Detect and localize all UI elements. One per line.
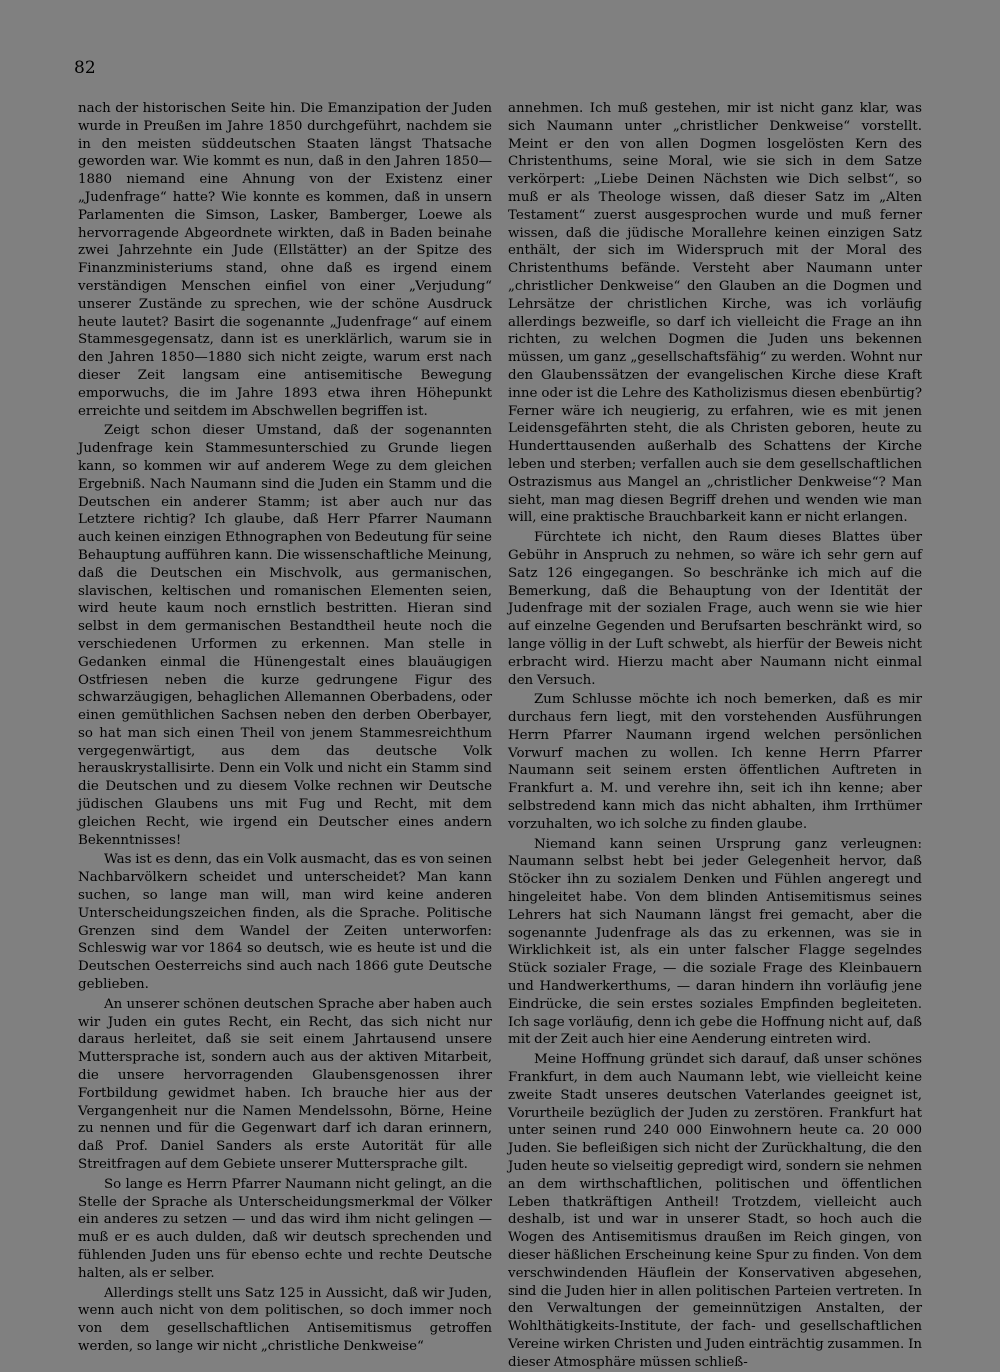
paragraph: Zum Schlusse möchte ich noch bemerken, daß es mir durchaus fern liegt, mit den vorstehenden Ausführungen Herrn Pfarrer Naumann irgend welchen persönlichen Vorwurf machen zu wollen. Ich kenne Herrn Pfarrer Naumann seit seinem ersten öffentlichen Auftreten in Frankfurt a. M. und verehre ihn, seit ich ihn kenne; aber selbstredend kann mich das nicht abhalten, ihm Irrthümer vorzuhalten, wo ich solche zu finden glaube. (508, 692, 922, 832)
paragraph: Zeigt schon dieser Umstand, daß der sogenannten Judenfrage kein Stammesunterschied zu Grunde liegen kann, so kommen wir auf anderem Wege zu dem gleichen Ergebniß. Nach Naumann sind die Juden ein Stamm und die Deutschen ein anderer Stamm; ist aber auch nur das Letztere richtig? Ich glaube, daß Herr Pfarrer Naumann auch keinen einzigen Ethnographen von Bedeutung für seine Behauptung aufführen kann. Die wissenschaftliche Meinung, daß die Deutschen ein Mischvolk, aus germanischen, slavischen, keltischen und romanischen Elementen seien, wird heute kaum noch ernstlich bestritten. Hieran sind selbst in dem germanischen Bestandtheil heute noch die verschiedenen Urformen zu erkennen. Man stelle in Gedanken einmal die Hünengestalt eines blauäugigen Ostfriesen neben die kurze gedrungene Figur des schwarzäugigen, behaglichen Allemannen Oberbadens, oder einen gemüthlichen Sachsen neben den derben Oberbayer, so hat man sich einen Theil von jenem Stammesreichthum vergegenwärtigt, aus dem das deutsche Volk herauskrystallisirte. Denn ein Volk und nicht ein Stamm sind die Deutschen und zu diesem Volke rechnen wir Deutsche jüdischen Glaubens uns mit Fug und Recht, mit dem gleichen Recht, wie irgend ein Deutscher eines andern Bekenntnisses! (78, 423, 492, 848)
paragraph: An unserer schönen deutschen Sprache aber haben auch wir Juden ein gutes Recht, ein Recht, das sich nicht nur daraus herleitet, daß sie seit einem Jahrtausend unsere Muttersprache ist, sondern auch aus der aktiven Mitarbeit, die unsere hervorragenden Glaubensgenossen ihrer Fortbildung gewidmet haben. Ich brauche hier aus der Vergangenheit nur die Namen Mendelssohn, Börne, Heine zu nennen und für die Gegenwart darf ich daran erinnern, daß Prof. Daniel Sanders als erste Autorität für alle Streitfragen auf dem Gebiete unserer Muttersprache gilt. (78, 996, 492, 1173)
left-column (78, 100, 492, 1356)
paragraph: annehmen. Ich muß gestehen, mir ist nicht ganz klar, was sich Naumann unter „christlicher Denkweise“ vorstellt. Meint er den von allen Dogmen losgelösten Kern des Christenthums, seine Moral, wie sie sich in dem Satze verkörpert: „Liebe Deinen Nächsten wie Dich selbst“, so muß er als Theologe wissen, daß dieser Satz im „Alten Testament“ zuerst ausgesprochen wurde und muß ferner wissen, daß die jüdische Morallehre keinen einzigen Satz enthält, der sich im Widerspruch mit der Moral des Christenthums befände. Versteht aber Naumann unter „christlicher Denkweise“ den Glauben an die Dogmen und Lehrsätze der christlichen Kirche, was ich vorläufig allerdings bezweifle, so darf ich vielleicht die Frage an ihn richten, zu welchen Dogmen die Juden uns bekennen müssen, um ganz „gesellschaftsfähig“ zu werden. Wohnt nur den Glaubenssätzen der evangelischen Kirche diese Kraft inne oder ist die Lehre des Katholizismus diesen ebenbürtig? Ferner wäre ich neugierig, zu erfahren, wie es mit jenen Leidensgefährten steht, die als Christen geboren, heute zu Hunderttausenden außerhalb des Schattens der Kirche leben und sterben; verfallen auch sie dem gesellschaftlichen Ostrazismus aus Mangel an „christlicher Denkweise“? Man sieht, man mag diesen Begriff drehen und wenden wie man will, eine praktische Brauchbarkeit kann er nicht erlangen. (508, 101, 922, 526)
right-column (508, 100, 922, 1372)
paragraph: Was ist es denn, das ein Volk ausmacht, das es von seinen Nachbarvölkern scheidet und unterscheidet? Man kann suchen, so lange man will, man wird keine anderen Unterscheidungszeichen finden, als die Sprache. Politische Grenzen sind dem Wandel der Zeiten unterworfen: Schleswig war vor 1864 so deutsch, wie es heute ist und die Deutschen Oesterreichs sind auch nach 1866 gute Deutsche geblieben. (78, 852, 492, 993)
paragraph: So lange es Herrn Pfarrer Naumann nicht gelingt, an die Stelle der Sprache als Unterscheidungsmerkmal der Völker ein anderes zu setzen — und das wird ihm nicht gelingen — muß er es auch dulden, daß wir deutsch sprechenden und fühlenden Juden uns für ebenso echte und rechte Deutsche halten, als er selber. (78, 1176, 492, 1281)
page-number: 82 (74, 58, 96, 78)
paragraph: Allerdings stellt uns Satz 125 in Aussicht, daß wir Juden, wenn auch nicht von dem politischen, so doch immer noch von dem gesellschaftlichen Antisemitismus getroffen werden, so lange wir nicht „christliche Denkweise“ (78, 1285, 492, 1354)
paragraph: nach der historischen Seite hin. Die Emanzipation der Juden wurde in Preußen im Jahre 1850 durchgeführt, nachdem sie in den meisten süddeutschen Staaten längst Thatsache geworden war. Wie kommt es nun, daß in den Jahren 1850—1880 niemand eine Ahnung von der Existenz einer „Judenfrage“ hatte? Wie konnte es kommen, daß in unsern Parlamenten die Simson, Lasker, Bamberger, Loewe als hervorragende Abgeordnete wirkten, daß in Baden beinahe zwei Jahrzehnte ein Jude (Ellstätter) an der Spitze des Finanzministeriums stand, ohne daß es irgend einem verständigen Menschen einfiel von einer „Verjudung“ unserer Zustände zu sprechen, wie der schöne Ausdruck heute lautet? Basirt die sogenannte „Judenfrage“ auf einem Stammesgegensatz, dann ist es unerklärlich, warum sie in den Jahren 1850—1880 sich nicht zeigte, warum erst nach dieser Zeit langsam eine antisemitische Bewegung emporwuchs, die im Jahre 1893 etwa ihren Höhepunkt erreichte und seitdem im Abschwellen begriffen ist. (78, 101, 492, 419)
paragraph: Fürchtete ich nicht, den Raum dieses Blattes über Gebühr in Anspruch zu nehmen, so wäre ich sehr gern auf Satz 126 eingegangen. So beschränke ich mich auf die Bemerkung, daß die Behauptung von der Identität der Judenfrage mit der sozialen Frage, auch wenn sie wie hier auf einzelne Gegenden und Berufsarten beschränkt wird, so lange völlig in der Luft schwebt, als hierfür der Beweis nicht erbracht wird. Hierzu macht aber Naumann nicht einmal den Versuch. (508, 530, 922, 688)
paragraph: Meine Hoffnung gründet sich darauf, daß unser schönes Frankfurt, in dem auch Naumann lebt, wie vielleicht keine zweite Stadt unseres deutschen Vaterlandes geeignet ist, Vorurtheile bezüglich der Juden zu zerstören. Frankfurt hat unter seinen rund 240 000 Einwohnern heute ca. 20 000 Juden. Sie befleißigen sich nicht der Zurückhaltung, die den Juden heute so vielseitig gepredigt wird, sondern sie nehmen an dem wirthschaftlichen, politischen und öffentlichen Leben thatkräftigen Antheil! Trotzdem, vielleicht auch deshalb, ist und war in unserer Stadt, so hoch auch die Wogen des Antisemitismus draußen im Reich gingen, von dieser häßlichen Erscheinung keine Spur zu finden. Von dem verschwindenden Häuflein der Konservativen abgesehen, sind die Juden hier in allen politischen Parteien vertreten. In den Verwaltungen der gemeinnützigen Anstalten, der Wohlthätigkeits-Institute, der fach- und gesellschaftlichen Vereine wirken Christen und Juden einträchtig zusammen. In dieser Atmosphäre müssen schließ- (508, 1052, 922, 1370)
paragraph: Niemand kann seinen Ursprung ganz verleugnen: Naumann selbst hebt bei jeder Gelegenheit hervor, daß Stöcker ihn zu sozialem Denken und Fühlen angeregt und hingeleitet habe. Von dem blinden Antisemitismus seines Lehrers hat sich Naumann längst frei gemacht, aber die sogenannte Judenfrage als das zu erkennen, was sie in Wirklichkeit ist, als ein unter falscher Flagge segelndes Stück sozialer Frage, — die soziale Frage des Kleinbauern und Handwerkerthums, — daran hindern ihn vorläufig jene Eindrücke, die sein erstes soziales Empfinden begleiteten. Ich sage vorläufig, denn ich gebe die Hoffnung nicht auf, daß mit der Zeit auch hier eine Aenderung eintreten wird. (508, 836, 922, 1048)
